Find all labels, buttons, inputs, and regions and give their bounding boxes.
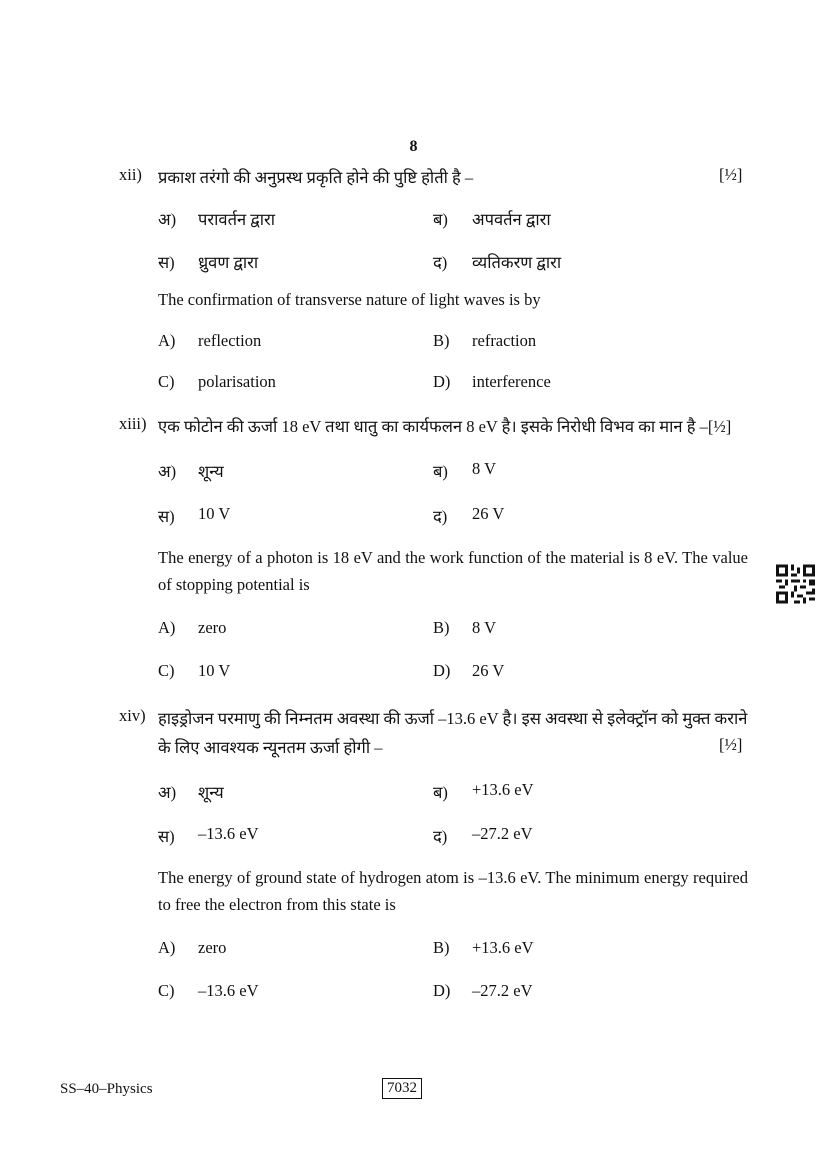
option-text: +13.6 eV	[472, 938, 534, 957]
question-marks: [½]	[719, 165, 743, 184]
option-label: B)	[433, 331, 450, 350]
option-text: zero	[198, 938, 227, 957]
option-label: B)	[433, 618, 450, 637]
question-text-english: The confirmation of transverse nature of light waves is by	[158, 290, 541, 309]
option-text: परावर्तन द्वारा	[198, 210, 276, 229]
question-marks: [½]	[719, 735, 743, 754]
option-label: द)	[433, 507, 448, 526]
option-text: 26 V	[472, 504, 505, 523]
option-label: स)	[158, 253, 175, 272]
option-text: interference	[472, 372, 551, 391]
option-text: 26 V	[472, 661, 505, 680]
option-text: अपवर्तन द्वारा	[472, 210, 551, 229]
option-label: द)	[433, 253, 448, 272]
option-label: द)	[433, 827, 448, 846]
option-label: ब)	[433, 210, 448, 229]
option-label: ब)	[433, 783, 448, 802]
option-text: ध्रुवण द्वारा	[198, 253, 259, 272]
option-text: व्यतिकरण द्वारा	[472, 253, 562, 272]
option-text: –27.2 eV	[472, 981, 533, 1000]
question-text-english: The energy of ground state of hydrogen atom is –13.6 eV. The minimum energy required to free the electron from this state is	[158, 868, 748, 914]
question-text-hindi-line1: हाइड्रोजन परमाणु की निम्नतम अवस्था की ऊर्जा –13.6 eV है। इस अवस्था से इलेक्ट्रॉन को मुक्त कराने	[158, 709, 748, 728]
option-text: शून्य	[198, 783, 224, 802]
option-label: अ)	[158, 462, 177, 481]
option-label: D)	[433, 981, 451, 1000]
option-text: refraction	[472, 331, 537, 350]
footer-paper-code: 7032	[382, 1078, 422, 1099]
option-text: 8 V	[472, 618, 496, 637]
option-label: C)	[158, 661, 175, 680]
option-label: A)	[158, 618, 176, 637]
question-number: xiv)	[119, 706, 146, 725]
option-text: reflection	[198, 331, 262, 350]
option-text: +13.6 eV	[472, 780, 534, 799]
question-text-hindi-line2: के लिए आवश्यक न्यूनतम ऊर्जा होगी –	[158, 738, 383, 757]
question-text-hindi: प्रकाश तरंगो की अनुप्रस्थ प्रकृति होने की पुष्टि होती है –	[158, 168, 474, 187]
option-label: अ)	[158, 783, 177, 802]
option-text: 10 V	[198, 504, 231, 523]
option-label: ब)	[433, 462, 448, 481]
question-text-english: The energy of a photon is 18 eV and the work function of the material is 8 eV. The value of stopping potential is	[158, 548, 748, 594]
option-label: स)	[158, 507, 175, 526]
option-label: D)	[433, 661, 451, 680]
option-text: –27.2 eV	[472, 824, 533, 843]
option-label: B)	[433, 938, 450, 957]
page-number: 8	[409, 138, 418, 155]
option-label: C)	[158, 372, 175, 391]
option-label: अ)	[158, 210, 177, 229]
option-text: zero	[198, 618, 227, 637]
option-text: –13.6 eV	[198, 824, 259, 843]
option-text: polarisation	[198, 372, 276, 391]
question-number: xiii)	[119, 414, 147, 433]
option-label: D)	[433, 372, 451, 391]
option-label: A)	[158, 331, 176, 350]
qr-code-icon	[776, 564, 815, 604]
option-label: स)	[158, 827, 175, 846]
option-text: 8 V	[472, 459, 496, 478]
option-text: –13.6 eV	[198, 981, 259, 1000]
option-text: शून्य	[198, 462, 224, 481]
option-text: 10 V	[198, 661, 231, 680]
question-text-hindi: एक फोटोन की ऊर्जा 18 eV तथा धातु का कार्यफलन 8 eV है। इसके निरोधी विभव का मान है –[½]	[158, 417, 732, 436]
question-number: xii)	[119, 165, 142, 184]
footer-subject: SS–40–Physics	[60, 1081, 153, 1097]
option-label: A)	[158, 938, 176, 957]
option-label: C)	[158, 981, 175, 1000]
